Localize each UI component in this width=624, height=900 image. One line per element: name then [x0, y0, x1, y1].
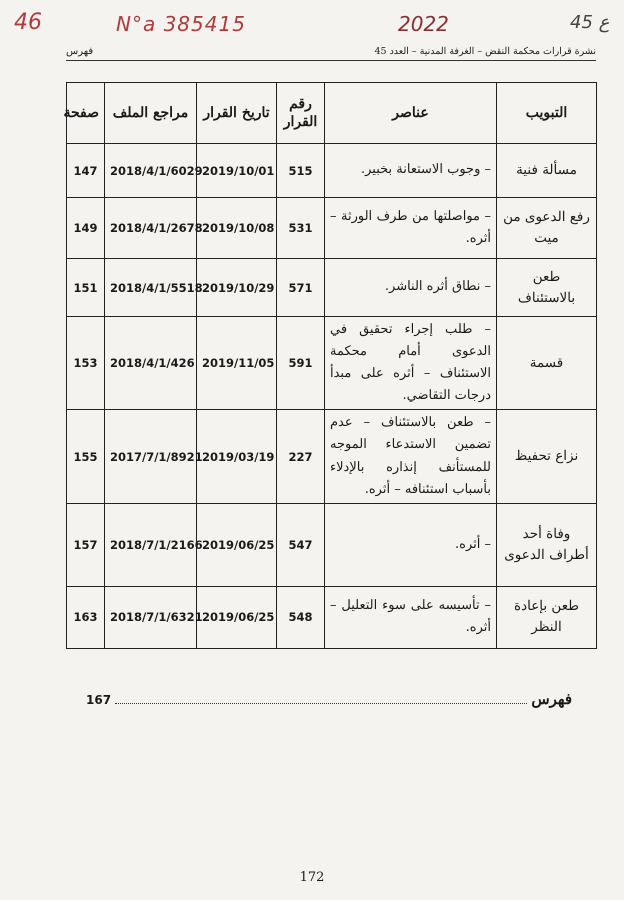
header-decision-number: رقم القرار	[277, 83, 325, 144]
cell-page: 151	[67, 259, 105, 317]
toc-entry[interactable]	[86, 690, 572, 708]
cell-elements: – نطاق أثره الناشر.	[325, 259, 497, 317]
cell-decision-number: 547	[277, 503, 325, 586]
cell-elements: – طلب إجراء تحقيق في الدعوى أمام محكمة الاستئناف – أثره على مبدأ درجات التقاضي.	[325, 317, 497, 410]
cell-elements: – طعن بالاستئناف – عدم تضمين الاستدعاء الموجه للمستأنف إنذاره بالإدلاء بأسباب استئنافه – أثره.	[325, 410, 497, 503]
cell-elements: – أثره.	[325, 503, 497, 586]
table-row	[67, 586, 597, 648]
cell-page: 163	[67, 586, 105, 648]
cell-decision-date: 2019/10/01	[197, 144, 277, 198]
header-file-reference: مراجع الملف	[105, 83, 197, 144]
cell-decision-number: 531	[277, 198, 325, 259]
table-row	[67, 198, 597, 259]
header-topic: التبويب	[497, 83, 597, 144]
table-row	[67, 259, 597, 317]
cell-decision-number: 515	[277, 144, 325, 198]
cell-decision-number: 227	[277, 410, 325, 503]
cell-file-reference: 2018/7/1/2166	[105, 503, 197, 586]
table-row	[67, 503, 597, 586]
cell-decision-number: 548	[277, 586, 325, 648]
cell-file-reference: 2018/4/1/2678	[105, 198, 197, 259]
cell-page: 153	[67, 317, 105, 410]
table-row	[67, 144, 597, 198]
cell-topic: وفاة أحد أطراف الدعوى	[497, 503, 597, 586]
cell-decision-number: 591	[277, 317, 325, 410]
cell-elements: – وجوب الاستعانة بخبير.	[325, 144, 497, 198]
header-elements: عناصر	[325, 83, 497, 144]
header-page: صفحة	[67, 83, 105, 144]
cell-file-reference: 2018/4/1/5518	[105, 259, 197, 317]
toc-title: فهرس	[531, 690, 572, 708]
index-table	[63, 82, 597, 649]
cell-topic: نزاع تحفيظ	[497, 410, 597, 503]
running-header-section: فهرس	[66, 46, 94, 57]
table-header-row	[67, 83, 597, 144]
cell-decision-number: 571	[277, 259, 325, 317]
cell-decision-date: 2019/10/29	[197, 259, 277, 317]
handwritten-serial-number: N°a 385415	[116, 12, 246, 36]
cell-topic: مسألة فنية	[497, 144, 597, 198]
table-row	[67, 317, 597, 410]
cell-page: 147	[67, 144, 105, 198]
cell-topic: طعن بالاستئناف	[497, 259, 597, 317]
cell-topic: طعن بإعادة النظر	[497, 586, 597, 648]
header-decision-date: تاريخ القرار	[197, 83, 277, 144]
running-header-publication: نشرة قرارات محكمة النقض – الغرفة المدنية – العدد 45	[374, 46, 596, 57]
cell-decision-date: 2019/03/19	[197, 410, 277, 503]
cell-file-reference: 2017/7/1/8921	[105, 410, 197, 503]
cell-page: 157	[67, 503, 105, 586]
running-header	[66, 46, 596, 61]
cell-decision-date: 2019/06/25	[197, 503, 277, 586]
cell-topic: قسمة	[497, 317, 597, 410]
cell-file-reference: 2018/4/1/426	[105, 317, 197, 410]
cell-elements: – مواصلتها من طرف الورثة – أثره.	[325, 198, 497, 259]
cell-elements: – تأسيسه على سوء التعليل – أثره.	[325, 586, 497, 648]
cell-decision-date: 2019/10/08	[197, 198, 277, 259]
cell-decision-date: 2019/06/25	[197, 586, 277, 648]
cell-file-reference: 2018/4/1/6029	[105, 144, 197, 198]
cell-decision-date: 2019/11/05	[197, 317, 277, 410]
cell-page: 149	[67, 198, 105, 259]
handwritten-annotation-left: 46	[14, 10, 42, 35]
page-number: 172	[299, 870, 325, 885]
handwritten-annotation-year: 2022	[398, 12, 449, 36]
toc-leader-dots	[115, 693, 527, 704]
cell-page: 155	[67, 410, 105, 503]
handwritten-annotation-right: 45 ع	[570, 12, 610, 33]
cell-file-reference: 2018/7/1/6321	[105, 586, 197, 648]
table-row	[67, 410, 597, 503]
cell-topic: رفع الدعوى من ميت	[497, 198, 597, 259]
toc-page-number: 167	[86, 693, 112, 707]
